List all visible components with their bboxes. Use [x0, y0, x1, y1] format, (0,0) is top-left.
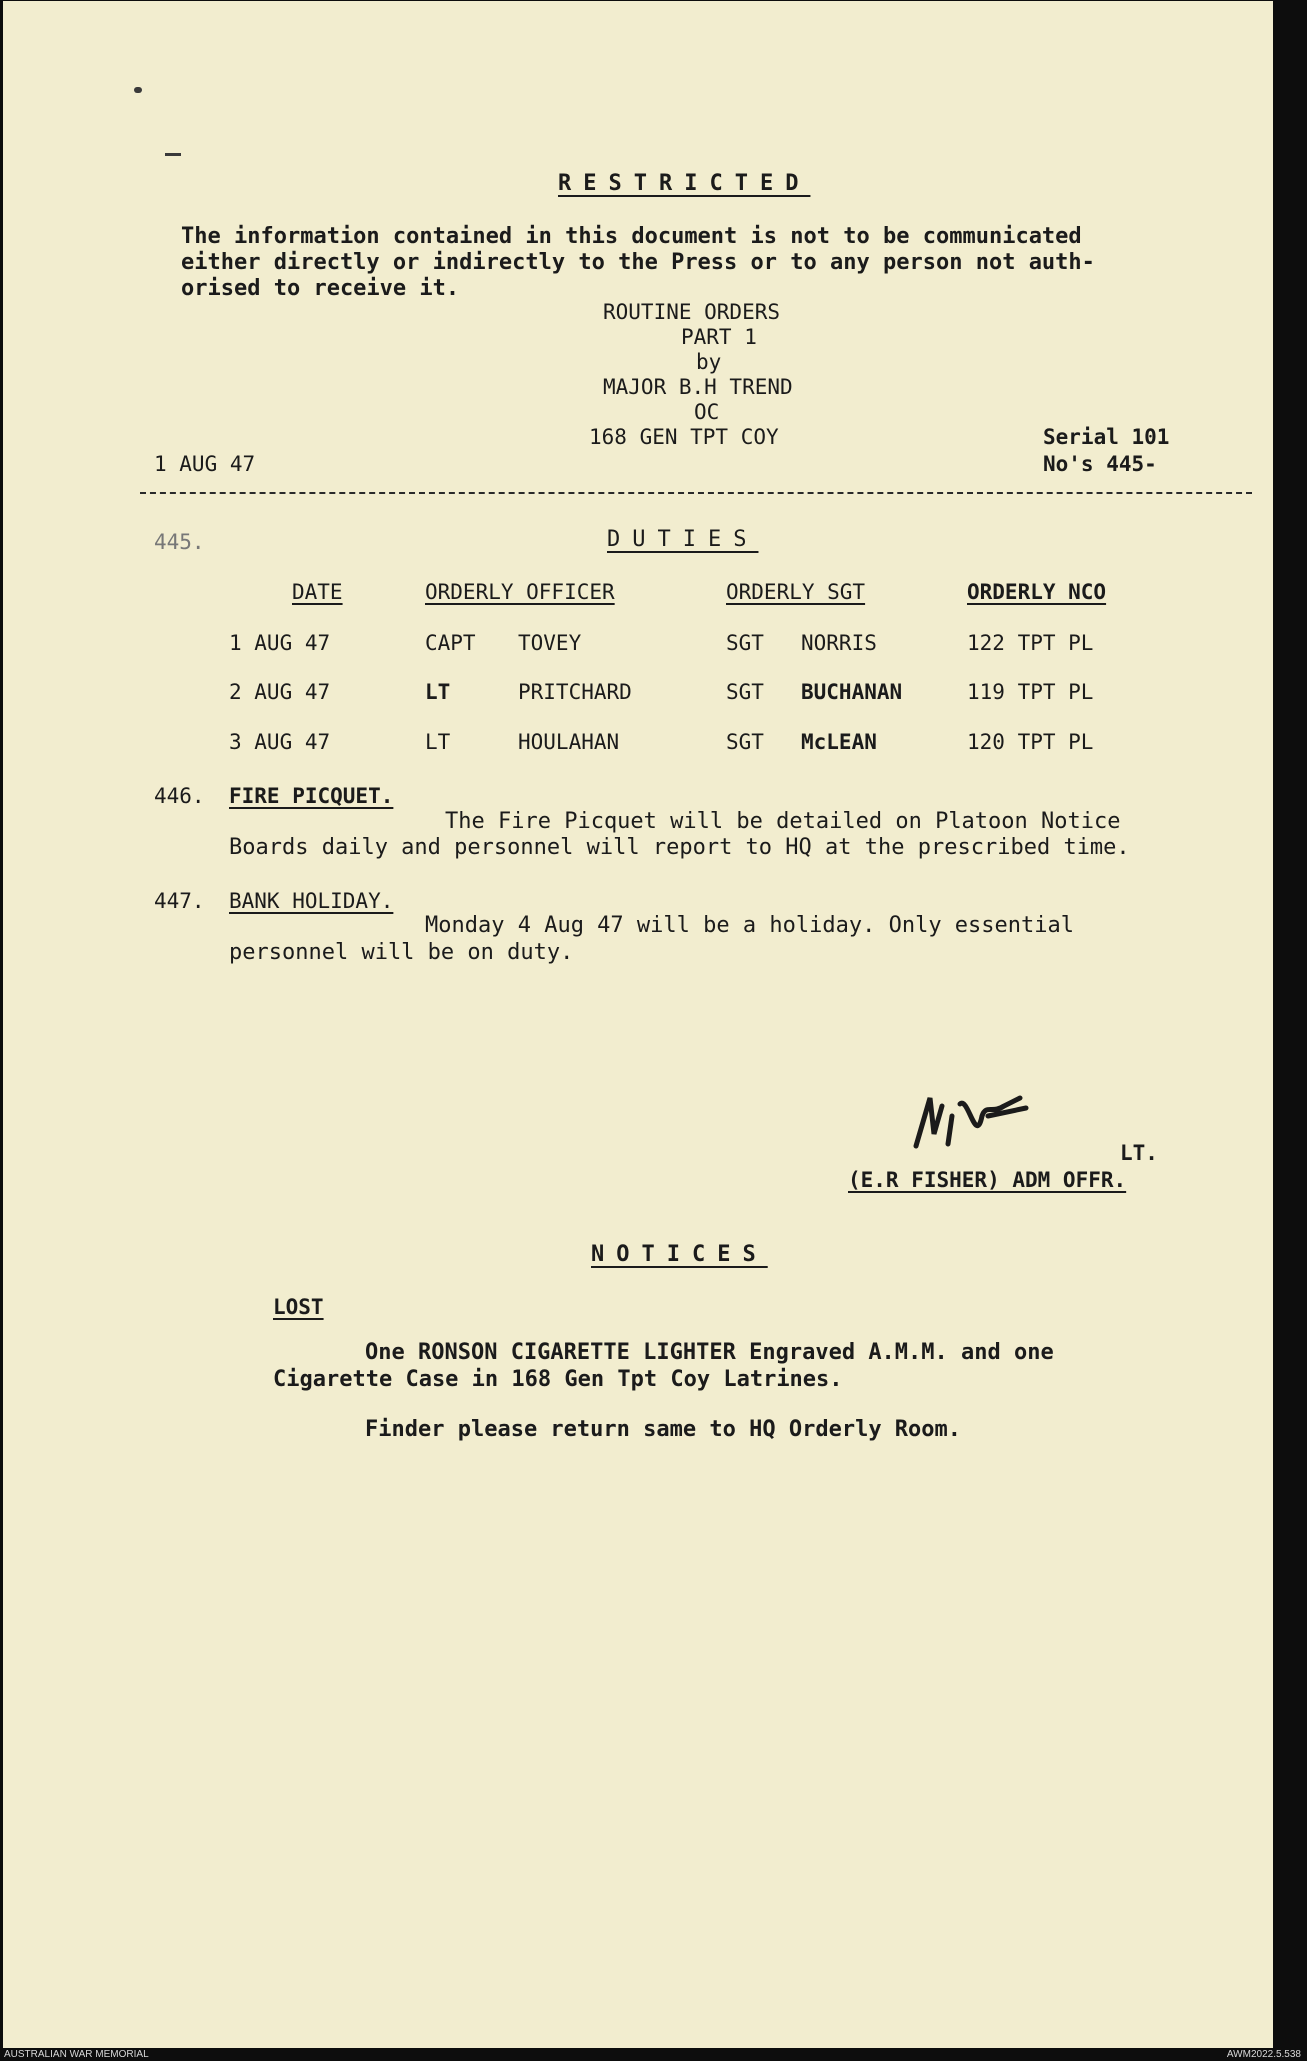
footer-bar [0, 2049, 1307, 2061]
header-oc: OC [694, 400, 720, 424]
col-orderly-officer: ORDERLY OFFICER [425, 580, 615, 604]
signature-rank: LT. [1120, 1141, 1158, 1165]
header-serial: Serial 101 [1043, 425, 1170, 449]
col-date: DATE [292, 580, 343, 604]
row-officer: TOVEY [518, 631, 582, 655]
lost-title: LOST [273, 1295, 324, 1319]
row-rank: LT [425, 730, 451, 754]
row-sgt: NORRIS [801, 631, 877, 655]
header-routine-orders: ROUTINE ORDERS [603, 300, 781, 324]
bank-holiday-number: 447. [154, 889, 205, 913]
fire-picquet-line-1: The Fire Picquet will be detailed on Platoon Notice [445, 809, 1121, 834]
ink-speck [134, 87, 142, 93]
row-date: 3 AUG 47 [229, 730, 331, 754]
row-date: 2 AUG 47 [229, 680, 331, 704]
row-rank: CAPT [425, 631, 476, 655]
row-sgt-rank: SGT [726, 631, 764, 655]
signature-scribble [908, 1086, 1048, 1166]
fire-picquet-title: FIRE PICQUET. [229, 784, 394, 808]
row-nco: 119 TPT PL [967, 680, 1094, 704]
bank-holiday-title: BANK HOLIDAY. [229, 889, 394, 913]
duties-heading: DUTIES [607, 527, 759, 552]
divider-dashed [140, 492, 1252, 494]
row-rank: LT [425, 680, 451, 704]
col-orderly-nco: ORDERLY NCO [967, 580, 1107, 604]
restricted-heading: RESTRICTED [558, 171, 811, 196]
header-nos: No's 445- [1043, 452, 1157, 476]
bank-holiday-line-1: Monday 4 Aug 47 will be a holiday. Only essential [425, 913, 1075, 938]
row-sgt: BUCHANAN [801, 680, 903, 704]
row-sgt-rank: SGT [726, 680, 764, 704]
notices-heading: NOTICES [591, 1242, 768, 1267]
footer-institution: AUSTRALIAN WAR MEMORIAL [4, 2049, 149, 2060]
restricted-line-3: orised to receive it. [181, 276, 460, 301]
row-officer: HOULAHAN [518, 730, 620, 754]
document-page [3, 1, 1273, 2048]
row-nco: 122 TPT PL [967, 631, 1094, 655]
header-unit: 168 GEN TPT COY [589, 425, 779, 449]
row-officer: PRITCHARD [518, 680, 632, 704]
ink-speck [165, 153, 181, 156]
header-by: by [696, 350, 722, 374]
header-date: 1 AUG 47 [154, 452, 256, 476]
row-date: 1 AUG 47 [229, 631, 331, 655]
bank-holiday-line-2: personnel will be on duty. [229, 940, 574, 965]
duties-number: 445. [154, 530, 205, 554]
header-major: MAJOR B.H TREND [603, 375, 793, 399]
fire-picquet-number: 446. [154, 784, 205, 808]
header-part: PART 1 [681, 325, 757, 349]
restricted-line-2: either directly or indirectly to the Press or to any person not auth- [181, 250, 1095, 275]
footer-accession: AWM2022.5.538 [1226, 2049, 1301, 2060]
signature-name: (E.R FISHER) ADM OFFR. [848, 1168, 1127, 1192]
row-sgt: McLEAN [801, 730, 877, 754]
row-sgt-rank: SGT [726, 730, 764, 754]
restricted-line-1: The information contained in this document is not to be communicated [181, 224, 1082, 249]
col-orderly-sgt: ORDERLY SGT [726, 580, 866, 604]
row-nco: 120 TPT PL [967, 730, 1094, 754]
lost-line-2: Cigarette Case in 168 Gen Tpt Coy Latrines. [273, 1367, 843, 1392]
lost-line-3: Finder please return same to HQ Orderly Room. [365, 1417, 962, 1442]
fire-picquet-line-2: Boards daily and personnel will report to HQ at the prescribed time. [229, 835, 1130, 860]
lost-line-1: One RONSON CIGARETTE LIGHTER Engraved A.M.M. and one [365, 1340, 1054, 1365]
